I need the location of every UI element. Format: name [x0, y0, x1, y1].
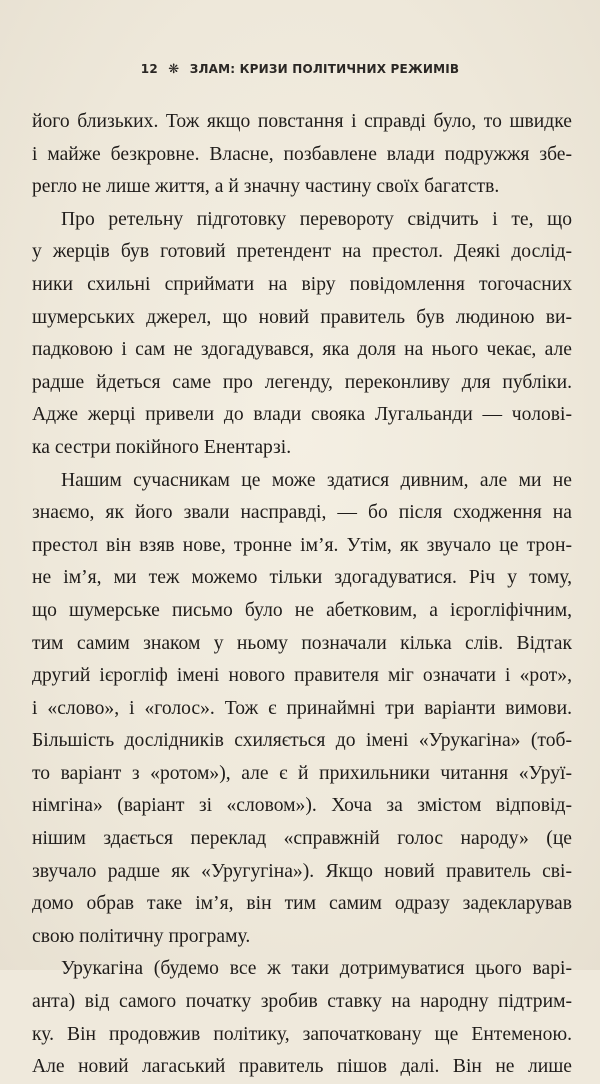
paragraph-line: його близьких. Тож якщо повстання і справді було, то швидке — [32, 111, 572, 132]
paragraph-line: що шумерське письмо було не абетковим, а ієрогліфічним, — [32, 599, 572, 621]
paragraph-line: радше йдеться саме про легенду, переконливу для публіки. — [32, 371, 572, 393]
paragraph-line: у жерців був готовий претендент на престол. Деякі дослід- — [32, 241, 572, 263]
paragraph-line: звучало радше як «Уругугіна»). Якщо новий правитель сві- — [32, 860, 572, 882]
paragraph-line: Нашим сучасникам це може здатися дивним, але ми не — [61, 469, 572, 491]
paragraph-line: Більшість дослідників схиляється до імені «Урукагіна» (тоб- — [32, 730, 572, 752]
paragraph-line: регло не лише життя, а й значну частину своїх багатств. — [32, 176, 500, 198]
body-text — [32, 106, 572, 1084]
paragraph-line: ка сестри покійного Енентарзі. — [32, 436, 292, 458]
paragraph-line: шумерських джерел, що новий правитель був людиною ви- — [32, 306, 572, 328]
paragraph-line: то варіант з «ротом»), але є й прихильники читання «Уруї- — [32, 762, 572, 784]
running-title: ЗЛАМ: КРИЗИ ПОЛІТИЧНИХ РЕЖИМІВ — [189, 62, 460, 76]
paragraph-line: Урукагіна (будемо все ж таки дотримуватися цього варі- — [61, 958, 572, 980]
running-header — [0, 62, 600, 77]
paragraph-line: домо обрав таке ім’я, він тим самим одразу задекларував — [32, 893, 572, 915]
paragraph-line: падковою і сам не здогадувався, яка доля на нього чекає, але — [32, 339, 572, 361]
paragraph-line: другий ієрогліф імені нового правителя міг означати і «рот», — [32, 665, 572, 687]
paragraph-line: свою політичну програму. — [32, 925, 251, 947]
paragraph-line: і «слово», і «голос». Тож є принаймні три варіанти вимови. — [32, 697, 572, 719]
paragraph-line: Але новий лагаський правитель пішов далі. Він не лише — [32, 1056, 572, 1078]
paragraph-line: ники схильні сприймати на віру повідомлення тогочасних — [32, 273, 572, 295]
paragraph-line: німгіна» (варіант зі «словом»). Хоча за змістом відповід- — [32, 795, 572, 817]
paragraph-line: Про ретельну підготовку перевороту свідчить і те, що — [61, 208, 572, 230]
ornament-icon: ❋ — [168, 62, 180, 77]
paragraph-line: ку. Він продовжив політику, започатковану ще Ентеменою. — [32, 1023, 572, 1045]
paragraph-line: Адже жерці привели до влади свояка Лугальанди — чолові- — [32, 404, 572, 426]
paragraph-line: і майже безкровне. Власне, позбавлене влади подружжя збе- — [32, 143, 572, 165]
paragraph-line: тим самим знаком у ньому позначали кілька слів. Відтак — [32, 632, 572, 654]
paragraph-line: анта) від самого початку зробив ставку на народну підтрим- — [32, 991, 572, 1013]
paragraph-line: престол він взяв нове, тронне ім’я. Утім, як звучало це трон- — [32, 534, 572, 556]
paragraph-line: не ім’я, ми теж можемо тільки здогадуватися. Річ у тому, — [32, 567, 572, 589]
page-number: 12 — [140, 62, 158, 76]
paragraph-line: нішим здається переклад «справжній голос народу» (це — [32, 828, 572, 850]
paragraph-line: знаємо, як його звали насправді, — бо після сходження на — [32, 502, 572, 524]
